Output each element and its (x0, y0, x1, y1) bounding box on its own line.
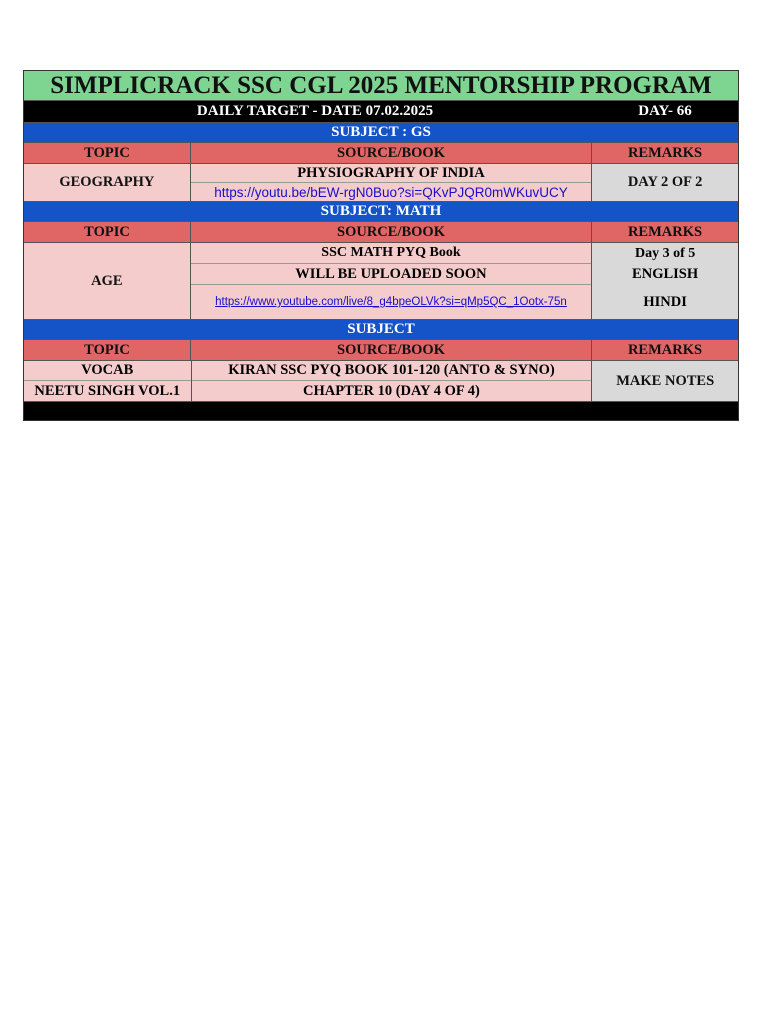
english-topics-cell (24, 361, 192, 401)
title-row (24, 71, 738, 101)
english-data-rows (24, 361, 738, 402)
math-book: SSC MATH PYQ Book (191, 243, 591, 264)
english-topic-header: TOPIC (24, 340, 191, 360)
math-video-link[interactable]: https://www.youtube.com/live/8_g4bpeOLVk?si=qMp5QC_1Ootx-75n (215, 296, 567, 308)
english-topic-2: NEETU SINGH VOL.1 (34, 382, 181, 399)
english-source-header: SOURCE/BOOK (191, 340, 592, 360)
math-header-row (24, 222, 738, 243)
english-sources-cell (192, 361, 593, 401)
math-link-wrap (191, 285, 591, 319)
gs-header-row (24, 143, 738, 164)
page-title: SIMPLICRACK SSC CGL 2025 MENTORSHIP PROGRAM (50, 71, 712, 99)
gs-source-cell (191, 164, 592, 201)
day-counter: DAY- 66 (638, 103, 692, 119)
math-topic: AGE (24, 243, 191, 319)
gs-video-link[interactable]: https://youtu.be/bEW-rgN0Buo?si=QKvPJQR0mWKuvUCY (214, 184, 568, 200)
gs-data-row (24, 164, 738, 202)
english-header-row (24, 340, 738, 361)
math-remark-english: ENGLISH (632, 266, 699, 282)
gs-remarks: DAY 2 OF 2 (592, 164, 738, 201)
gs-link-wrap (191, 183, 591, 201)
english-source-1: KIRAN SSC PYQ BOOK 101-120 (ANTO & SYNO) (192, 361, 592, 381)
daily-target-label: DAILY TARGET - DATE 07.02.2025 (196, 103, 434, 119)
math-source-header: SOURCE/BOOK (191, 222, 592, 242)
subject-gs-row (24, 123, 738, 143)
math-remark-hindi: HINDI (643, 293, 687, 310)
english-topic-1: VOCAB (24, 361, 191, 381)
gs-topic: GEOGRAPHY (24, 164, 191, 201)
english-source-2: CHAPTER 10 (DAY 4 OF 4) (303, 382, 480, 399)
subject-english-label: SUBJECT (347, 321, 415, 337)
gs-topic-header: TOPIC (24, 143, 191, 163)
math-source-cell (191, 243, 592, 319)
english-remarks: MAKE NOTES (592, 361, 738, 401)
subject-gs-label: SUBJECT : GS (331, 124, 431, 140)
gs-source-header: SOURCE/BOOK (191, 143, 592, 163)
math-remark-day: Day 3 of 5 (634, 245, 696, 261)
footer-black-bar (24, 402, 738, 420)
subject-english-row (24, 320, 738, 340)
subject-math-row (24, 202, 738, 222)
gs-book: PHYSIOGRAPHY OF INDIA (191, 164, 591, 183)
daily-target-row (24, 101, 738, 123)
math-remarks-header: REMARKS (627, 223, 703, 240)
math-remarks-cell (592, 243, 738, 319)
gs-remarks-header: REMARKS (627, 144, 703, 161)
english-remarks-header: REMARKS (627, 341, 703, 358)
math-data-row (24, 243, 738, 320)
math-topic-header: TOPIC (24, 222, 191, 242)
subject-math-label: SUBJECT: MATH (320, 203, 442, 219)
mentorship-sheet (23, 70, 739, 421)
math-upload-note: WILL BE UPLOADED SOON (191, 264, 591, 285)
